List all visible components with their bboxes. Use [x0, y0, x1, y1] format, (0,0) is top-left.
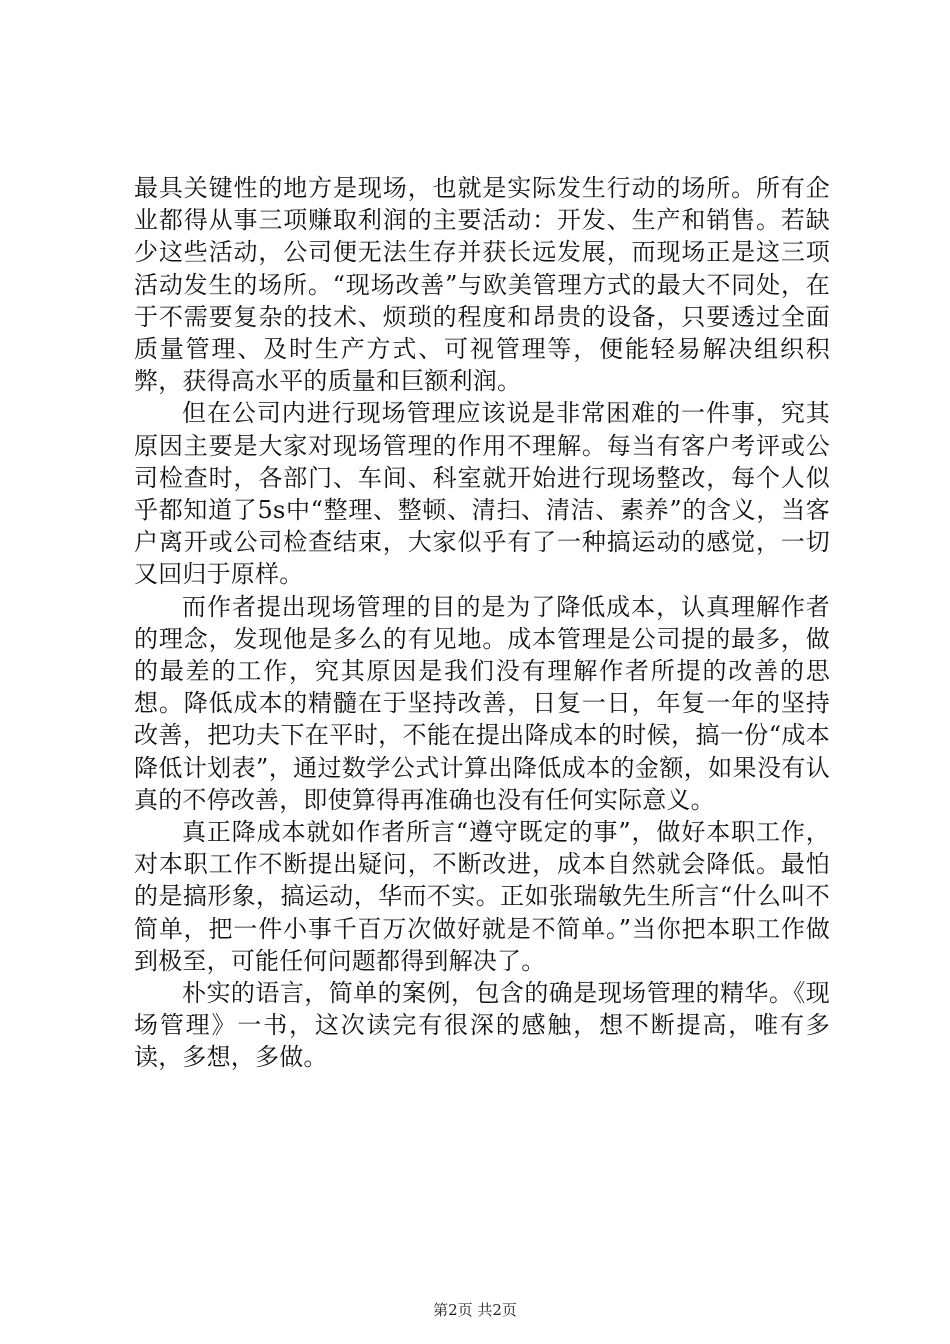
page-footer	[0, 1300, 950, 1320]
paragraph-3: 而作者提出现场管理的目的是为了降低成本，认真理解作者的理念，发现他是多么的有见地。成本管理是公司提的最多，做的最差的工作，究其原因是我们没有理解作者所提的改善的思想。降低成本的精髓在于坚持改善，日复一日，年复一年的坚持改善，把功夫下在平时，不能在提出降成本的时候，搞一份“成本降低计划表”，通过数学公式计算出降低成本的金额，如果没有认真的不停改善，即使算得再准确也没有任何实际意义。	[134, 592, 830, 814]
paragraph-1: 最具关键性的地方是现场，也就是实际发生行动的场所。所有企业都得从事三项赚取利润的主要活动：开发、生产和销售。若缺少这些活动，公司便无法生存并获长远发展，而现场正是这三项活动发生的场所。“现场改善”与欧美管理方式的最大不同处，在于不需要复杂的技术、烦琐的程度和昂贵的设备，只要透过全面质量管理、及时生产方式、可视管理等，便能轻易解决组织积弊，获得高水平的质量和巨额利润。	[134, 174, 830, 396]
paragraph-5: 朴实的语言，简单的案例，包含的确是现场管理的精华。《现场管理》一书，这次读完有很深的感触，想不断提高，唯有多读，多想，多做。	[134, 979, 830, 1072]
document-body	[134, 172, 830, 1074]
paragraph-2: 但在公司内进行现场管理应该说是非常困难的一件事，究其原因主要是大家对现场管理的作用不理解。每当有客户考评或公司检查时，各部门、车间、科室就开始进行现场整改，每个人似乎都知道了5s中“整理、整顿、清扫、清洁、素养”的含义，当客户离开或公司检查结束，大家似乎有了一种搞运动的感觉，一切又回归于原样。	[134, 399, 830, 589]
paragraph-4: 真正降成本就如作者所言“遵守既定的事”，做好本职工作，对本职工作不断提出疑问，不断改进，成本自然就会降低。最怕的是搞形象，搞运动，华而不实。正如张瑞敏先生所言“什么叫不简单，把一件小事千百万次做好就是不简单。”当你把本职工作做到极至，可能任何问题都得到解决了。	[134, 818, 830, 975]
page-number-indicator: 第2页 共2页	[433, 1301, 517, 1319]
